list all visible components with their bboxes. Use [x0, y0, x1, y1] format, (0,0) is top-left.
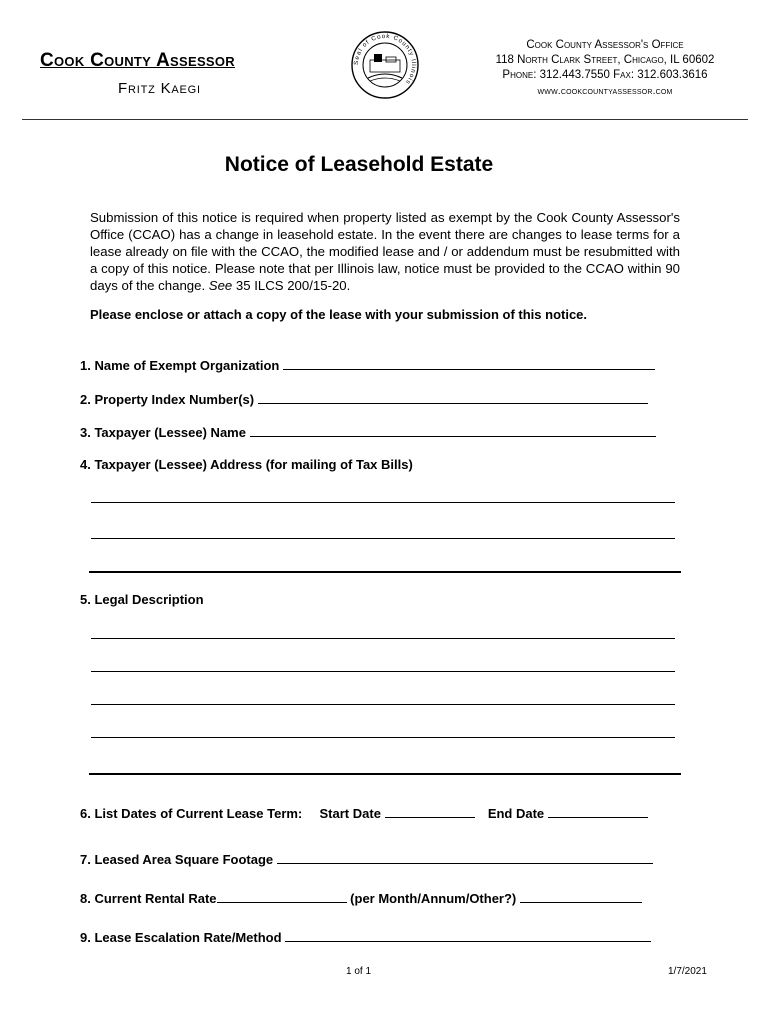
org-name: Cook County Assessor: [40, 50, 235, 71]
office-name: Cook County Assessor's Office: [526, 39, 684, 51]
field-rental-rate: [80, 890, 642, 906]
address-line-1[interactable]: [91, 502, 675, 503]
square-footage-input[interactable]: [277, 851, 653, 864]
end-date-input[interactable]: [548, 805, 648, 818]
start-date-label: Start Date: [319, 806, 381, 821]
address-section-divider: [89, 571, 681, 573]
field-escalation-rate: [80, 929, 651, 945]
office-website[interactable]: www.cookcountyassessor.com: [537, 86, 673, 97]
address-line-2[interactable]: [91, 538, 675, 539]
field-label-square-footage: 7. Leased Area Square Footage: [80, 852, 274, 867]
organization-input[interactable]: [283, 357, 655, 370]
taxpayer-name-input[interactable]: [250, 424, 656, 437]
field-label-escalation: 9. Lease Escalation Rate/Method: [80, 930, 282, 945]
field-label-lease-term: 6. List Dates of Current Lease Term:: [80, 806, 303, 821]
field-property-index: [80, 391, 648, 407]
field-square-footage: [80, 851, 653, 867]
intro-paragraph: [90, 209, 680, 294]
intro-text: Submission of this notice is required when property listed as exempt by the Cook County Assessor's Office (CCAO) has a change in leasehold estate. In the event there are changes to lease terms for a lease already on file with the CCAO, the modified lease and / or addendum must be resubmitted with a copy of this notice. Please note that per Illinois law, notice must be provided to the CCAO within 90 days of the change.: [90, 210, 680, 293]
cook-county-seal-icon: [350, 30, 420, 100]
legal-description-line-4[interactable]: [91, 737, 675, 738]
field-taxpayer-address: 4. Taxpayer (Lessee) Address (for mailing of Tax Bills): [80, 457, 413, 472]
revision-date: 1/7/2021: [668, 966, 707, 977]
field-exempt-organization: [80, 357, 655, 373]
legal-description-line-3[interactable]: [91, 704, 675, 705]
assessor-name: Fritz Kaegi: [118, 80, 201, 97]
legal-description-line-2[interactable]: [91, 671, 675, 672]
end-date-label: End Date: [487, 806, 545, 821]
field-label-taxpayer-name: 3. Taxpayer (Lessee) Name: [80, 425, 246, 440]
legal-description-line-1[interactable]: [91, 638, 675, 639]
escalation-input[interactable]: [285, 929, 651, 942]
page-number: 1 of 1: [346, 966, 372, 977]
intro-citation: 35 ILCS 200/15-20.: [232, 278, 351, 293]
seal-text: Seal of Cook County Illinois: [352, 32, 418, 86]
enclose-instruction: Please enclose or attach a copy of the lease with your submission of this notice.: [90, 307, 588, 322]
header-divider: [22, 119, 748, 120]
page-title: Notice of Leasehold Estate: [224, 153, 494, 176]
rental-rate-input[interactable]: [217, 890, 347, 903]
rental-rate-unit-input[interactable]: [520, 890, 642, 903]
field-lease-term: [80, 805, 648, 821]
pin-input[interactable]: [258, 391, 648, 404]
intro-see: See: [208, 278, 233, 293]
office-phone-fax: Phone: 312.443.7550 Fax: 312.603.3616: [502, 69, 708, 81]
office-address: 118 North Clark Street, Chicago, IL 60602: [495, 54, 715, 66]
rental-rate-unit-label: (per Month/Annum/Other?): [350, 891, 517, 906]
field-taxpayer-name: [80, 424, 656, 440]
legal-section-divider: [89, 773, 681, 775]
field-label-rental-rate: 8. Current Rental Rate: [80, 891, 217, 906]
field-legal-description: 5. Legal Description: [80, 592, 204, 607]
field-label-organization: 1. Name of Exempt Organization: [80, 358, 280, 373]
field-label-pin: 2. Property Index Number(s): [80, 392, 255, 407]
start-date-input[interactable]: [385, 805, 475, 818]
